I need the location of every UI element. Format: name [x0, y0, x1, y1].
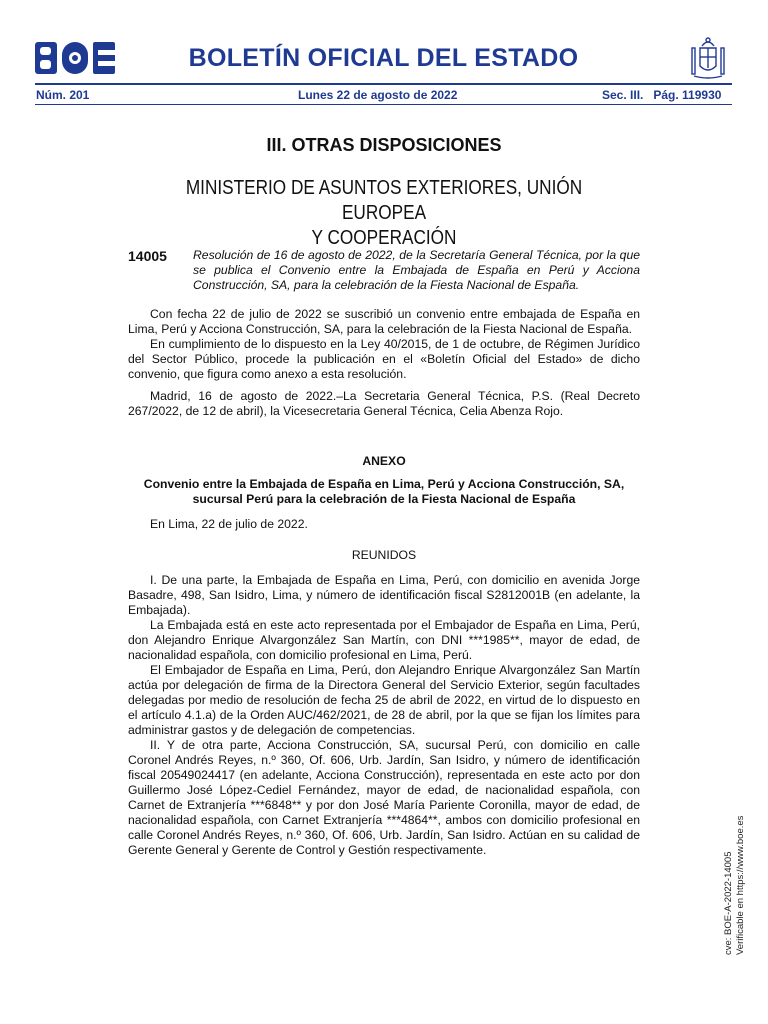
section-title: III. OTRAS DISPOSICIONES	[266, 135, 502, 155]
disposition-number: 14005	[128, 248, 167, 264]
ministry-name	[164, 176, 604, 251]
annex-paragraph: La Embajada está en este acto representada por el Embajador de España en Lima, Perú, don Alejandro Enrique Alvargonzález San Martín, con DNI ***1985**, mayor de edad, de nacionalidad española, con domicilio profesional en Lima, Perú.	[128, 618, 640, 662]
place-date: En Lima, 22 de julio de 2022.	[150, 517, 308, 531]
section-page: Sec. III. Pág. 119930	[602, 88, 722, 102]
annex	[128, 454, 640, 858]
annex-paragraph: El Embajador de España en Lima, Perú, don Alejandro Enrique Alvargonzález San Martín actúa por delegación de firma de la Directora General del Servicio Exterior, según facultades delegadas por medio de resolución de fecha 25 de abril de 2022, en virtud de lo dispuesto en el artículo 4.1.a) de la Orden AUC/462/2021, de 28 de abril, por la que se fijan los límites para administrar gastos y de delegación de competencias.	[128, 663, 640, 737]
annex-title: Convenio entre la Embajada de España en Lima, Perú y Acciona Construcción, SA, sucursal Perú para la celebración de la Fiesta Nacional de España	[143, 477, 625, 506]
verification-note	[723, 816, 747, 955]
annex-paragraph: II. Y de otra parte, Acciona Construcción, SA, sucursal Perú, con domicilio en calle Coronel Andrés Reyes, n.º 360, Of. 606, Urb. Jardín, San Isidro, y número de identificación fiscal 20549024417 (en adelante, Acciona Construcción), representada en este acto por don Guillermo José López-Cediel Fernández, mayor de edad, de nacionalidad española, con Carnet de Extranjería ***6848** y por don José María Pariente Coronilla, mayor de edad, de nacionalidad española, con Carnet Extranjería ***4864**, ambos con domicilio profesional en calle Coronel Andrés Reyes, n.º 360, Of. 606, Urb. Jardín, San Isidro. Actúan en su calidad de Gerente General y Gerente de Control y Gestión respectivamente.	[128, 738, 640, 857]
signature-paragraph: Madrid, 16 de agosto de 2022.–La Secretaria General Técnica, P.S. (Real Decreto 267/2022, de 12 de abril), la Vicesecretaria General Técnica, Celia Abenza Rojo.	[128, 389, 640, 418]
ministry-line-1: MINISTERIO DE ASUNTOS EXTERIORES, UNIÓN EUROPEA	[185, 177, 583, 224]
coat-of-arms-icon	[688, 36, 728, 80]
annex-paragraph: I. De una parte, la Embajada de España en Lima, Perú, con domicilio en avenida Jorge Basadre, 498, San Isidro, Lima, y número de identificación fiscal S2812001B (en adelante, la Embajada).	[128, 573, 640, 617]
intro-paragraph: En cumplimiento de lo dispuesto en la Ley 40/2015, de 1 de octubre, de Régimen Jurídico del Sector Público, procede la publicación en el «Boletín Oficial del Estado» de dicho convenio, que figura como anexo a esta resolución.	[128, 337, 640, 381]
header-rule-top	[35, 83, 732, 85]
annex-heading: ANEXO	[362, 454, 406, 468]
intro-paragraph: Con fecha 22 de julio de 2022 se suscribió un convenio entre embajada de España en Lima, Perú y Acciona Construcción, SA, para la celebración de la Fiesta Nacional de España.	[128, 307, 640, 336]
header-rule-bottom	[35, 104, 732, 105]
issue-number: Núm. 201	[36, 88, 90, 102]
cve-code: cve: BOE-A-2022-14005	[723, 851, 734, 955]
gazette-title: BOLETÍN OFICIAL DEL ESTADO	[188, 44, 579, 72]
ministry-line-2: Y COOPERACIÓN	[311, 227, 457, 249]
intro-text	[128, 307, 640, 419]
boe-logo	[35, 42, 115, 74]
reunidos-heading: REUNIDOS	[351, 548, 417, 562]
disposition-summary: Resolución de 16 de agosto de 2022, de la Secretaría General Técnica, por la que se publica el Convenio entre la Embajada de España en Perú y Acciona Construcción, SA, para la celebración de la Fiesta Nacional de España.	[193, 248, 640, 292]
issue-date: Lunes 22 de agosto de 2022	[298, 88, 458, 102]
verification-link[interactable]: Verificable en https://www.boe.es	[735, 815, 746, 955]
